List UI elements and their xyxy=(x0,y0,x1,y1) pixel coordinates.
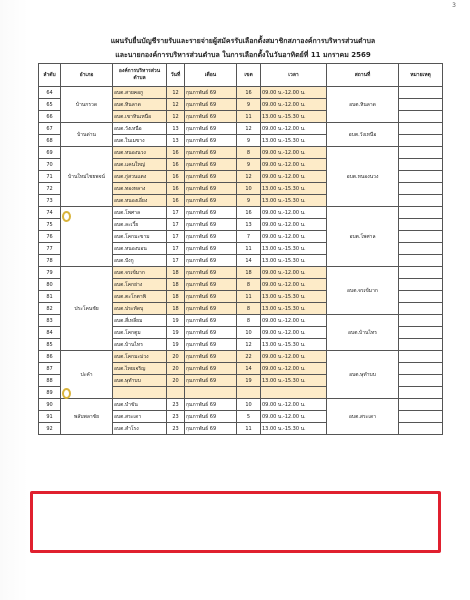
org-name: อบต.ละเวี้ย xyxy=(113,219,167,231)
col-header-note: หมายเหตุ xyxy=(399,64,443,87)
slot-cell: 13 xyxy=(237,219,261,231)
day-cell: 18 xyxy=(167,303,185,315)
day-cell: 19 xyxy=(167,315,185,327)
org-name: อบต.ในเมขาง xyxy=(113,135,167,147)
table-body xyxy=(39,87,443,435)
place-cell: อบต.บ้านไทร xyxy=(327,315,399,351)
note-cell xyxy=(399,279,443,291)
time-cell: 09.00 น.-12.00 น. xyxy=(261,267,327,279)
row-number: 84 xyxy=(39,327,61,339)
slot-cell: 12 xyxy=(237,123,261,135)
org-name: อบต.ประทัดบุ xyxy=(113,303,167,315)
time-cell: 09.00 น.-12.00 น. xyxy=(261,207,327,219)
slot-cell: 12 xyxy=(237,339,261,351)
time-cell: 13.00 น.-15.30 น. xyxy=(261,195,327,207)
note-cell xyxy=(399,99,443,111)
month-cell: กุมภาพันธ์ 69 xyxy=(185,219,237,231)
col-header-month: เดือน xyxy=(185,64,237,87)
day-cell: 13 xyxy=(167,123,185,135)
table-row xyxy=(39,147,443,159)
month-cell: กุมภาพันธ์ 69 xyxy=(185,315,237,327)
note-cell xyxy=(399,87,443,99)
note-cell xyxy=(399,243,443,255)
org-name: อบต.บ้านไทร xyxy=(113,339,167,351)
row-number: 91 xyxy=(39,411,61,423)
day-cell: 17 xyxy=(167,255,185,267)
org-name: อบต.เขาหินเหนือ xyxy=(113,111,167,123)
row-number: 68 xyxy=(39,135,61,147)
row-number: 69 xyxy=(39,147,61,159)
month-cell: กุมภาพันธ์ 69 xyxy=(185,171,237,183)
highlight-box xyxy=(30,491,441,553)
note-cell xyxy=(399,147,443,159)
row-number: 64 xyxy=(39,87,61,99)
note-cell xyxy=(399,327,443,339)
row-number: 85 xyxy=(39,339,61,351)
slot-cell: 11 xyxy=(237,243,261,255)
slot-cell: 14 xyxy=(237,255,261,267)
month-cell: กุมภาพันธ์ 69 xyxy=(185,231,237,243)
place-cell: อบต.จรเข้มาก xyxy=(327,267,399,315)
day-cell: 16 xyxy=(167,195,185,207)
row-number: 72 xyxy=(39,183,61,195)
time-cell: 09.00 น.-12.00 น. xyxy=(261,399,327,411)
row-number: 67 xyxy=(39,123,61,135)
time-cell: 13.00 น.-15.30 น. xyxy=(261,243,327,255)
day-cell: 18 xyxy=(167,291,185,303)
org-name: อบต.จรเข้มาก xyxy=(113,267,167,279)
note-cell xyxy=(399,111,443,123)
district-cell: บ้านใหม่ไชยพจน์ xyxy=(61,147,113,207)
month-cell: กุมภาพันธ์ 69 xyxy=(185,339,237,351)
month-cell: กุมภาพันธ์ 69 xyxy=(185,195,237,207)
slot-cell: 10 xyxy=(237,399,261,411)
time-cell: 09.00 น.-12.00 น. xyxy=(261,363,327,375)
day-cell: 16 xyxy=(167,147,185,159)
note-cell xyxy=(399,267,443,279)
district-cell: บ้านกรวด xyxy=(61,87,113,123)
month-cell: กุมภาพันธ์ 69 xyxy=(185,99,237,111)
month-cell: กุมภาพันธ์ 69 xyxy=(185,159,237,171)
day-cell: 23 xyxy=(167,399,185,411)
day-cell: 16 xyxy=(167,171,185,183)
slot-cell: 11 xyxy=(237,111,261,123)
month-cell: กุมภาพันธ์ 69 xyxy=(185,411,237,423)
time-cell: 09.00 น.-12.00 น. xyxy=(261,327,327,339)
row-number: 76 xyxy=(39,231,61,243)
month-cell: กุมภาพันธ์ 69 xyxy=(185,363,237,375)
time-cell: 13.00 น.-15.30 น. xyxy=(261,303,327,315)
org-name: อบต.ทองหลาง xyxy=(113,183,167,195)
slot-cell: 9 xyxy=(237,195,261,207)
org-name: อบต.โพศาล xyxy=(113,207,167,219)
note-cell xyxy=(399,339,443,351)
table-header-row xyxy=(39,64,443,87)
month-cell: กุมภาพันธ์ 69 xyxy=(185,243,237,255)
time-cell: 13.00 น.-15.30 น. xyxy=(261,423,327,435)
day-cell: 19 xyxy=(167,339,185,351)
time-cell: 13.00 น.-15.30 น. xyxy=(261,183,327,195)
time-cell: 13.00 น.-15.30 น. xyxy=(261,255,327,267)
day-cell: 23 xyxy=(167,423,185,435)
org-name: อบต.โคกตูม xyxy=(113,327,167,339)
day-cell: 23 xyxy=(167,411,185,423)
day-cell: 18 xyxy=(167,267,185,279)
month-cell: กุมภาพันธ์ 69 xyxy=(185,351,237,363)
table-row xyxy=(39,123,443,135)
day-cell: 16 xyxy=(167,159,185,171)
place-cell: อบต.ษุทำบบ xyxy=(327,351,399,399)
time-cell: 13.00 น.-15.30 น. xyxy=(261,111,327,123)
note-cell xyxy=(399,291,443,303)
slot-cell: 11 xyxy=(237,291,261,303)
month-cell: กุมภาพันธ์ 69 xyxy=(185,423,237,435)
row-number: 71 xyxy=(39,171,61,183)
district-cell: บ้านด่าน xyxy=(61,123,113,147)
org-name: อบต.แคนใหญ่ xyxy=(113,159,167,171)
row-number: 87 xyxy=(39,363,61,375)
note-cell xyxy=(399,135,443,147)
note-cell xyxy=(399,195,443,207)
month-cell: กุมภาพันธ์ 69 xyxy=(185,87,237,99)
note-cell xyxy=(399,351,443,363)
note-cell xyxy=(399,375,443,387)
org-name: อบต.โคกย่าง xyxy=(113,279,167,291)
table-row xyxy=(39,87,443,99)
binder-clip-icon xyxy=(62,211,71,222)
slot-cell: 9 xyxy=(237,135,261,147)
note-cell xyxy=(399,159,443,171)
month-cell: กุมภาพันธ์ 69 xyxy=(185,255,237,267)
slot-cell: 18 xyxy=(237,267,261,279)
row-number: 90 xyxy=(39,399,61,411)
row-number: 79 xyxy=(39,267,61,279)
note-cell xyxy=(399,411,443,423)
row-number: 82 xyxy=(39,303,61,315)
slot-cell: 14 xyxy=(237,363,261,375)
time-cell: 13.00 น.-15.30 น. xyxy=(261,291,327,303)
page-number: 3 xyxy=(452,2,456,9)
col-header-day: วันที่ xyxy=(167,64,185,87)
slot-cell: 22 xyxy=(237,351,261,363)
row-number: 80 xyxy=(39,279,61,291)
slot-cell: 16 xyxy=(237,207,261,219)
note-cell xyxy=(399,255,443,267)
month-cell: กุมภาพันธ์ 69 xyxy=(185,135,237,147)
note-cell xyxy=(399,363,443,375)
time-cell xyxy=(261,387,327,399)
col-header-no: ลำดับ xyxy=(39,64,61,87)
district-cell: พลับพลาชัย xyxy=(61,399,113,435)
org-name: อบต.โคกมะขาม xyxy=(113,231,167,243)
slot-cell: 11 xyxy=(237,423,261,435)
month-cell: กุมภาพันธ์ 69 xyxy=(185,123,237,135)
day-cell: 17 xyxy=(167,243,185,255)
document-title: แผนรับยื่นบัญชีรายรับและรายจ่ายผู้สมัครรับเลือกตั้งสมาชิกสภาองค์การบริหารส่วนตำบล xyxy=(110,37,376,45)
day-cell: 12 xyxy=(167,87,185,99)
month-cell: กุมภาพันธ์ 69 xyxy=(185,183,237,195)
note-cell xyxy=(399,303,443,315)
place-cell: อบต.โพศาล xyxy=(327,207,399,267)
note-cell xyxy=(399,387,443,399)
slot-cell: 19 xyxy=(237,375,261,387)
org-name: อบต.หนองนวง xyxy=(113,147,167,159)
row-number: 77 xyxy=(39,243,61,255)
day-cell: 19 xyxy=(167,327,185,339)
month-cell: กุมภาพันธ์ 69 xyxy=(185,279,237,291)
table-row xyxy=(39,267,443,279)
org-name: อบต.หนองบอน xyxy=(113,243,167,255)
row-number: 70 xyxy=(39,159,61,171)
note-cell xyxy=(399,231,443,243)
day-cell: 17 xyxy=(167,231,185,243)
col-header-place: สถานที่ xyxy=(327,64,399,87)
month-cell: กุมภาพันธ์ 69 xyxy=(185,207,237,219)
time-cell: 09.00 น.-12.00 น. xyxy=(261,351,327,363)
row-number: 92 xyxy=(39,423,61,435)
day-cell: 12 xyxy=(167,111,185,123)
time-cell: 09.00 น.-12.00 น. xyxy=(261,231,327,243)
row-number: 89 xyxy=(39,387,61,399)
time-cell: 09.00 น.-12.00 น. xyxy=(261,279,327,291)
day-cell: 20 xyxy=(167,375,185,387)
org-name: อบต.วังเหนือ xyxy=(113,123,167,135)
row-number: 65 xyxy=(39,99,61,111)
org-name xyxy=(113,387,167,399)
row-number: 81 xyxy=(39,291,61,303)
org-name: อบต.สายคอกู xyxy=(113,87,167,99)
org-name: อบต.บำขัน xyxy=(113,399,167,411)
org-name: อบต.กู่สวนแตง xyxy=(113,171,167,183)
paper-edge xyxy=(0,0,28,600)
place-cell: อบต.สระเดา xyxy=(327,399,399,435)
slot-cell: 8 xyxy=(237,147,261,159)
org-name: อบต.ตะโกตาพิ xyxy=(113,291,167,303)
note-cell xyxy=(399,423,443,435)
time-cell: 13.00 น.-15.30 น. xyxy=(261,375,327,387)
day-cell: 12 xyxy=(167,99,185,111)
org-name: อบต.โคกมะม่วง xyxy=(113,351,167,363)
time-cell: 13.00 น.-15.30 น. xyxy=(261,135,327,147)
day-cell: 17 xyxy=(167,207,185,219)
binder-clip-icon xyxy=(62,388,71,399)
slot-cell: 10 xyxy=(237,183,261,195)
row-number: 73 xyxy=(39,195,61,207)
row-number: 86 xyxy=(39,351,61,363)
month-cell: กุมภาพันธ์ 69 xyxy=(185,147,237,159)
row-number: 83 xyxy=(39,315,61,327)
slot-cell: 9 xyxy=(237,159,261,171)
month-cell: กุมภาพันธ์ 69 xyxy=(185,267,237,279)
slot-cell: 8 xyxy=(237,315,261,327)
document-subtitle: และนายกองค์การบริหารส่วนตำบล ในการเลือกตั้งในวันอาทิตย์ที่ 11 มกราคม 2569 xyxy=(115,51,371,59)
col-header-time: เวลา xyxy=(261,64,327,87)
note-cell xyxy=(399,123,443,135)
month-cell xyxy=(185,387,237,399)
row-number: 78 xyxy=(39,255,61,267)
table-row xyxy=(39,207,443,219)
org-name: อบต.สระเดา xyxy=(113,411,167,423)
place-cell: อบต.หินลาด xyxy=(327,87,399,123)
time-cell: 09.00 น.-12.00 น. xyxy=(261,219,327,231)
time-cell: 09.00 น.-12.00 น. xyxy=(261,123,327,135)
month-cell: กุมภาพันธ์ 69 xyxy=(185,303,237,315)
district-cell: ปะคำ xyxy=(61,351,113,399)
org-name: อบต.ไทยเจริญ xyxy=(113,363,167,375)
place-cell: อบต.วังเหนือ xyxy=(327,123,399,147)
slot-cell: 16 xyxy=(237,87,261,99)
org-name: อบต.หินลาด xyxy=(113,99,167,111)
place-cell: อบต.หนองนวง xyxy=(327,147,399,207)
row-number: 75 xyxy=(39,219,61,231)
row-number: 74 xyxy=(39,207,61,219)
month-cell: กุมภาพันธ์ 69 xyxy=(185,327,237,339)
slot-cell: 8 xyxy=(237,279,261,291)
time-cell: 09.00 น.-12.00 น. xyxy=(261,171,327,183)
day-cell: 13 xyxy=(167,135,185,147)
time-cell: 09.00 น.-12.00 น. xyxy=(261,99,327,111)
day-cell: 16 xyxy=(167,183,185,195)
org-name: อบต.สี่เหลี่ยม xyxy=(113,315,167,327)
col-header-district: อำเภอ xyxy=(61,64,113,87)
day-cell: 18 xyxy=(167,279,185,291)
time-cell: 09.00 น.-12.00 น. xyxy=(261,159,327,171)
slot-cell: 5 xyxy=(237,411,261,423)
month-cell: กุมภาพันธ์ 69 xyxy=(185,291,237,303)
note-cell xyxy=(399,399,443,411)
month-cell: กุมภาพันธ์ 69 xyxy=(185,111,237,123)
time-cell: 09.00 น.-12.00 น. xyxy=(261,411,327,423)
row-number: 88 xyxy=(39,375,61,387)
slot-cell: 12 xyxy=(237,171,261,183)
time-cell: 09.00 น.-12.00 น. xyxy=(261,87,327,99)
day-cell: 20 xyxy=(167,351,185,363)
day-cell: 17 xyxy=(167,219,185,231)
time-cell: 09.00 น.-12.00 น. xyxy=(261,147,327,159)
note-cell xyxy=(399,171,443,183)
time-cell: 13.00 น.-15.30 น. xyxy=(261,339,327,351)
note-cell xyxy=(399,315,443,327)
row-number: 66 xyxy=(39,111,61,123)
schedule-table xyxy=(38,63,443,435)
month-cell: กุมภาพันธ์ 69 xyxy=(185,375,237,387)
note-cell xyxy=(399,207,443,219)
slot-cell xyxy=(237,387,261,399)
month-cell: กุมภาพันธ์ 69 xyxy=(185,399,237,411)
org-name: อบต.ษุทำบบ xyxy=(113,375,167,387)
slot-cell: 9 xyxy=(237,99,261,111)
district-cell: ประโคนชัย xyxy=(61,267,113,351)
table-row xyxy=(39,351,443,363)
slot-cell: 8 xyxy=(237,303,261,315)
note-cell xyxy=(399,219,443,231)
day-cell: 20 xyxy=(167,363,185,375)
col-header-org: องค์การบริหารส่วนตำบล xyxy=(113,64,167,87)
slot-cell: 10 xyxy=(237,327,261,339)
org-name: อบต.หนองเอี่ยง xyxy=(113,195,167,207)
col-header-slot: เขต xyxy=(237,64,261,87)
day-cell xyxy=(167,387,185,399)
table-row xyxy=(39,399,443,411)
org-name: อบต.สำโรง xyxy=(113,423,167,435)
note-cell xyxy=(399,183,443,195)
slot-cell: 7 xyxy=(237,231,261,243)
time-cell: 09.00 น.-12.00 น. xyxy=(261,315,327,327)
org-name: อบต.ปังกู xyxy=(113,255,167,267)
